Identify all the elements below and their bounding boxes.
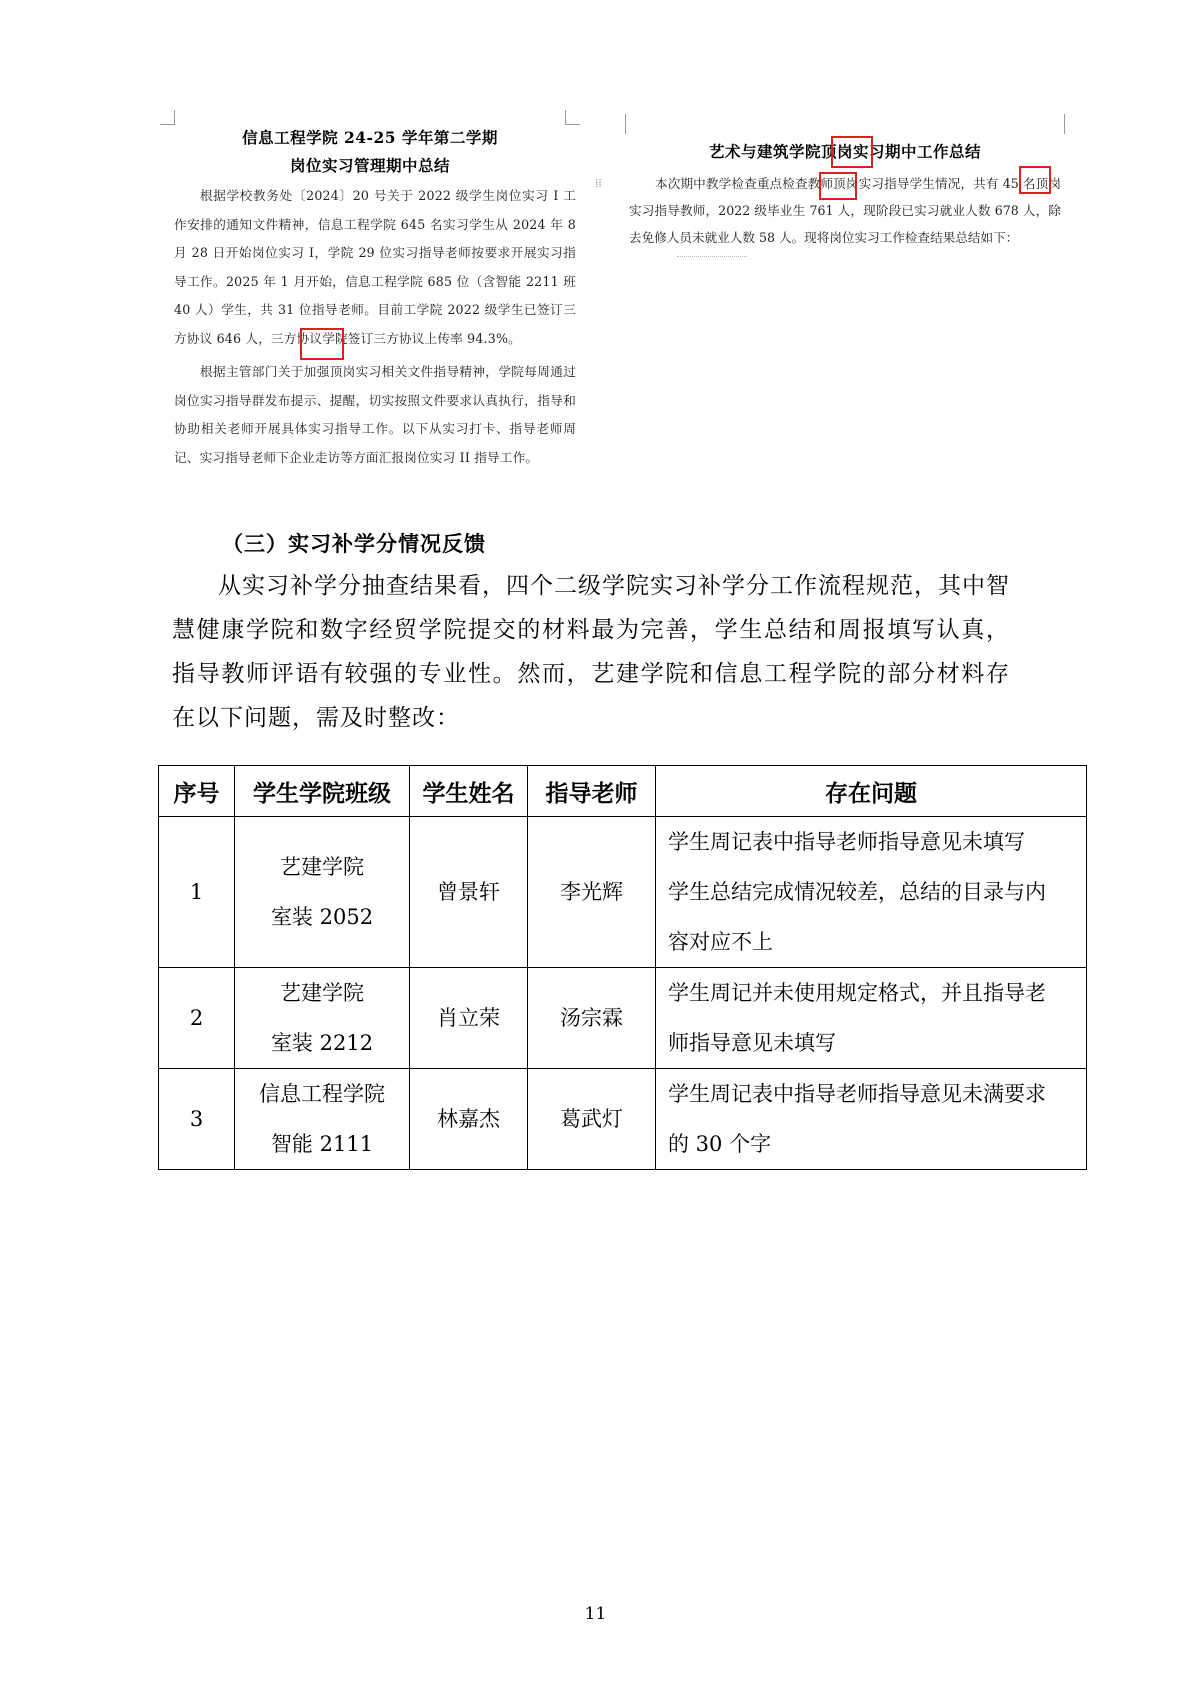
screenshot-title: 艺术与建筑学院顶岗实习期中工作总结	[708, 142, 981, 161]
row-student: 林嘉杰	[410, 1069, 528, 1170]
college-name: 信息工程学院	[259, 1082, 385, 1106]
screenshot-paragraph-1: 根据学校教务处〔2024〕20 号关于 2022 级学生岗位实习 I 工作安排的通知文件精神，信息工程学院 645 名实习学生从 2024 年 8 月 28 日开始岗位实习 I，学院 29 位实习指导老师按要求开展实习指导工作。2025 年 1 月开始，信息工程学院 685 位（含智能 2211 班 40 人）学生，共 31 位指导老师。目前工学院 2022 级学生已签订三方协议 646 人，三方协议学院签订三方协议上传率 94.3%。	[174, 188, 576, 346]
highlight-box	[819, 172, 857, 200]
row-teacher: 葛武灯	[528, 1069, 656, 1170]
issue-line: 容对应不上	[668, 930, 773, 954]
text-tail-mark	[677, 256, 747, 258]
row-teacher: 李光辉	[528, 817, 656, 968]
issue-line: 学生周记表中指导老师指导意见未填写	[668, 830, 1025, 854]
table-row	[159, 817, 1087, 968]
table-header-row	[159, 766, 1087, 817]
drag-handle-icon: ⁞⁞	[595, 176, 602, 190]
header-teacher: 指导老师	[528, 766, 656, 817]
screenshot-paragraph-1: 本次期中教学检查重点检查教师顶岗实习指导学生情况，共有 45 名顶岗实习指导教师，2022 级毕业生 761 人，现阶段已实习就业人数 678 人，除去免修人员未就业人数 58 人。现将岗位实习工作检查结果总结如下：	[629, 176, 1061, 245]
body-paragraph: 从实习补学分抽查结果看，四个二级学院实习补学分工作流程规范，其中智慧健康学院和数字经贸学院提交的材料最为完善，学生总结和周报填写认真，指导教师评语有较强的专业性。然而，艺建学院和信息工程学院的部分材料存在以下问题，需及时整改：	[172, 573, 1010, 731]
issue-line: 的 30 个字	[668, 1132, 772, 1156]
screenshot-paragraph-2: 根据主管部门关于加强顶岗实习相关文件指导精神，学院每周通过岗位实习指导群发布提示、提醒，切实按照文件要求认真执行，指导和协助相关老师开展具体实习指导工作。以下从实习打卡、指导老师周记、实习指导老师下企业走访等方面汇报岗位实习 II 指导工作。	[174, 364, 576, 465]
row-issues	[656, 968, 1087, 1069]
header-no: 序号	[159, 766, 235, 817]
issue-line: 学生周记并未使用规定格式，并且指导老	[668, 981, 1046, 1005]
table-row	[159, 1069, 1087, 1170]
screenshot-art-architecture-summary	[595, 110, 1065, 270]
issue-line: 学生周记表中指导老师指导意见未满要求	[668, 1082, 1046, 1106]
row-student: 肖立荣	[410, 968, 528, 1069]
highlight-box	[831, 136, 873, 168]
row-class	[235, 817, 410, 968]
screenshot-title-line1: 信息工程学院 24-25 学年第二学期	[242, 128, 498, 147]
section-heading: （三）实习补学分情况反馈	[222, 532, 486, 556]
row-issues	[656, 1069, 1087, 1170]
college-name: 艺建学院	[280, 981, 364, 1005]
highlight-box	[1019, 166, 1051, 194]
row-teacher: 汤宗霖	[528, 968, 656, 1069]
page-corner-mark	[160, 110, 175, 125]
page-edge-mark	[1064, 114, 1065, 134]
college-name: 艺建学院	[280, 855, 364, 879]
screenshot-info-engineering-summary	[160, 110, 580, 480]
row-class	[235, 968, 410, 1069]
header-class: 学生学院班级	[235, 766, 410, 817]
issue-line: 师指导意见未填写	[668, 1031, 836, 1055]
header-student: 学生姓名	[410, 766, 528, 817]
page-corner-mark	[565, 110, 580, 125]
page-edge-mark	[625, 114, 626, 134]
class-name: 室装 2212	[270, 1031, 374, 1055]
row-no: 2	[159, 968, 235, 1069]
screenshot-title-line2: 岗位实习管理期中总结	[289, 156, 450, 175]
issue-line: 学生总结完成情况较差，总结的目录与内	[668, 880, 1046, 904]
row-no: 3	[159, 1069, 235, 1170]
header-issues: 存在问题	[656, 766, 1087, 817]
row-issues	[656, 817, 1087, 968]
issues-table	[158, 765, 1087, 1170]
page-number: 11	[584, 1604, 607, 1624]
row-student: 曾景轩	[410, 817, 528, 968]
highlight-box	[300, 328, 344, 360]
table-row	[159, 968, 1087, 1069]
class-name: 智能 2111	[270, 1132, 374, 1156]
class-name: 室装 2052	[270, 905, 374, 929]
row-class	[235, 1069, 410, 1170]
row-no: 1	[159, 817, 235, 968]
